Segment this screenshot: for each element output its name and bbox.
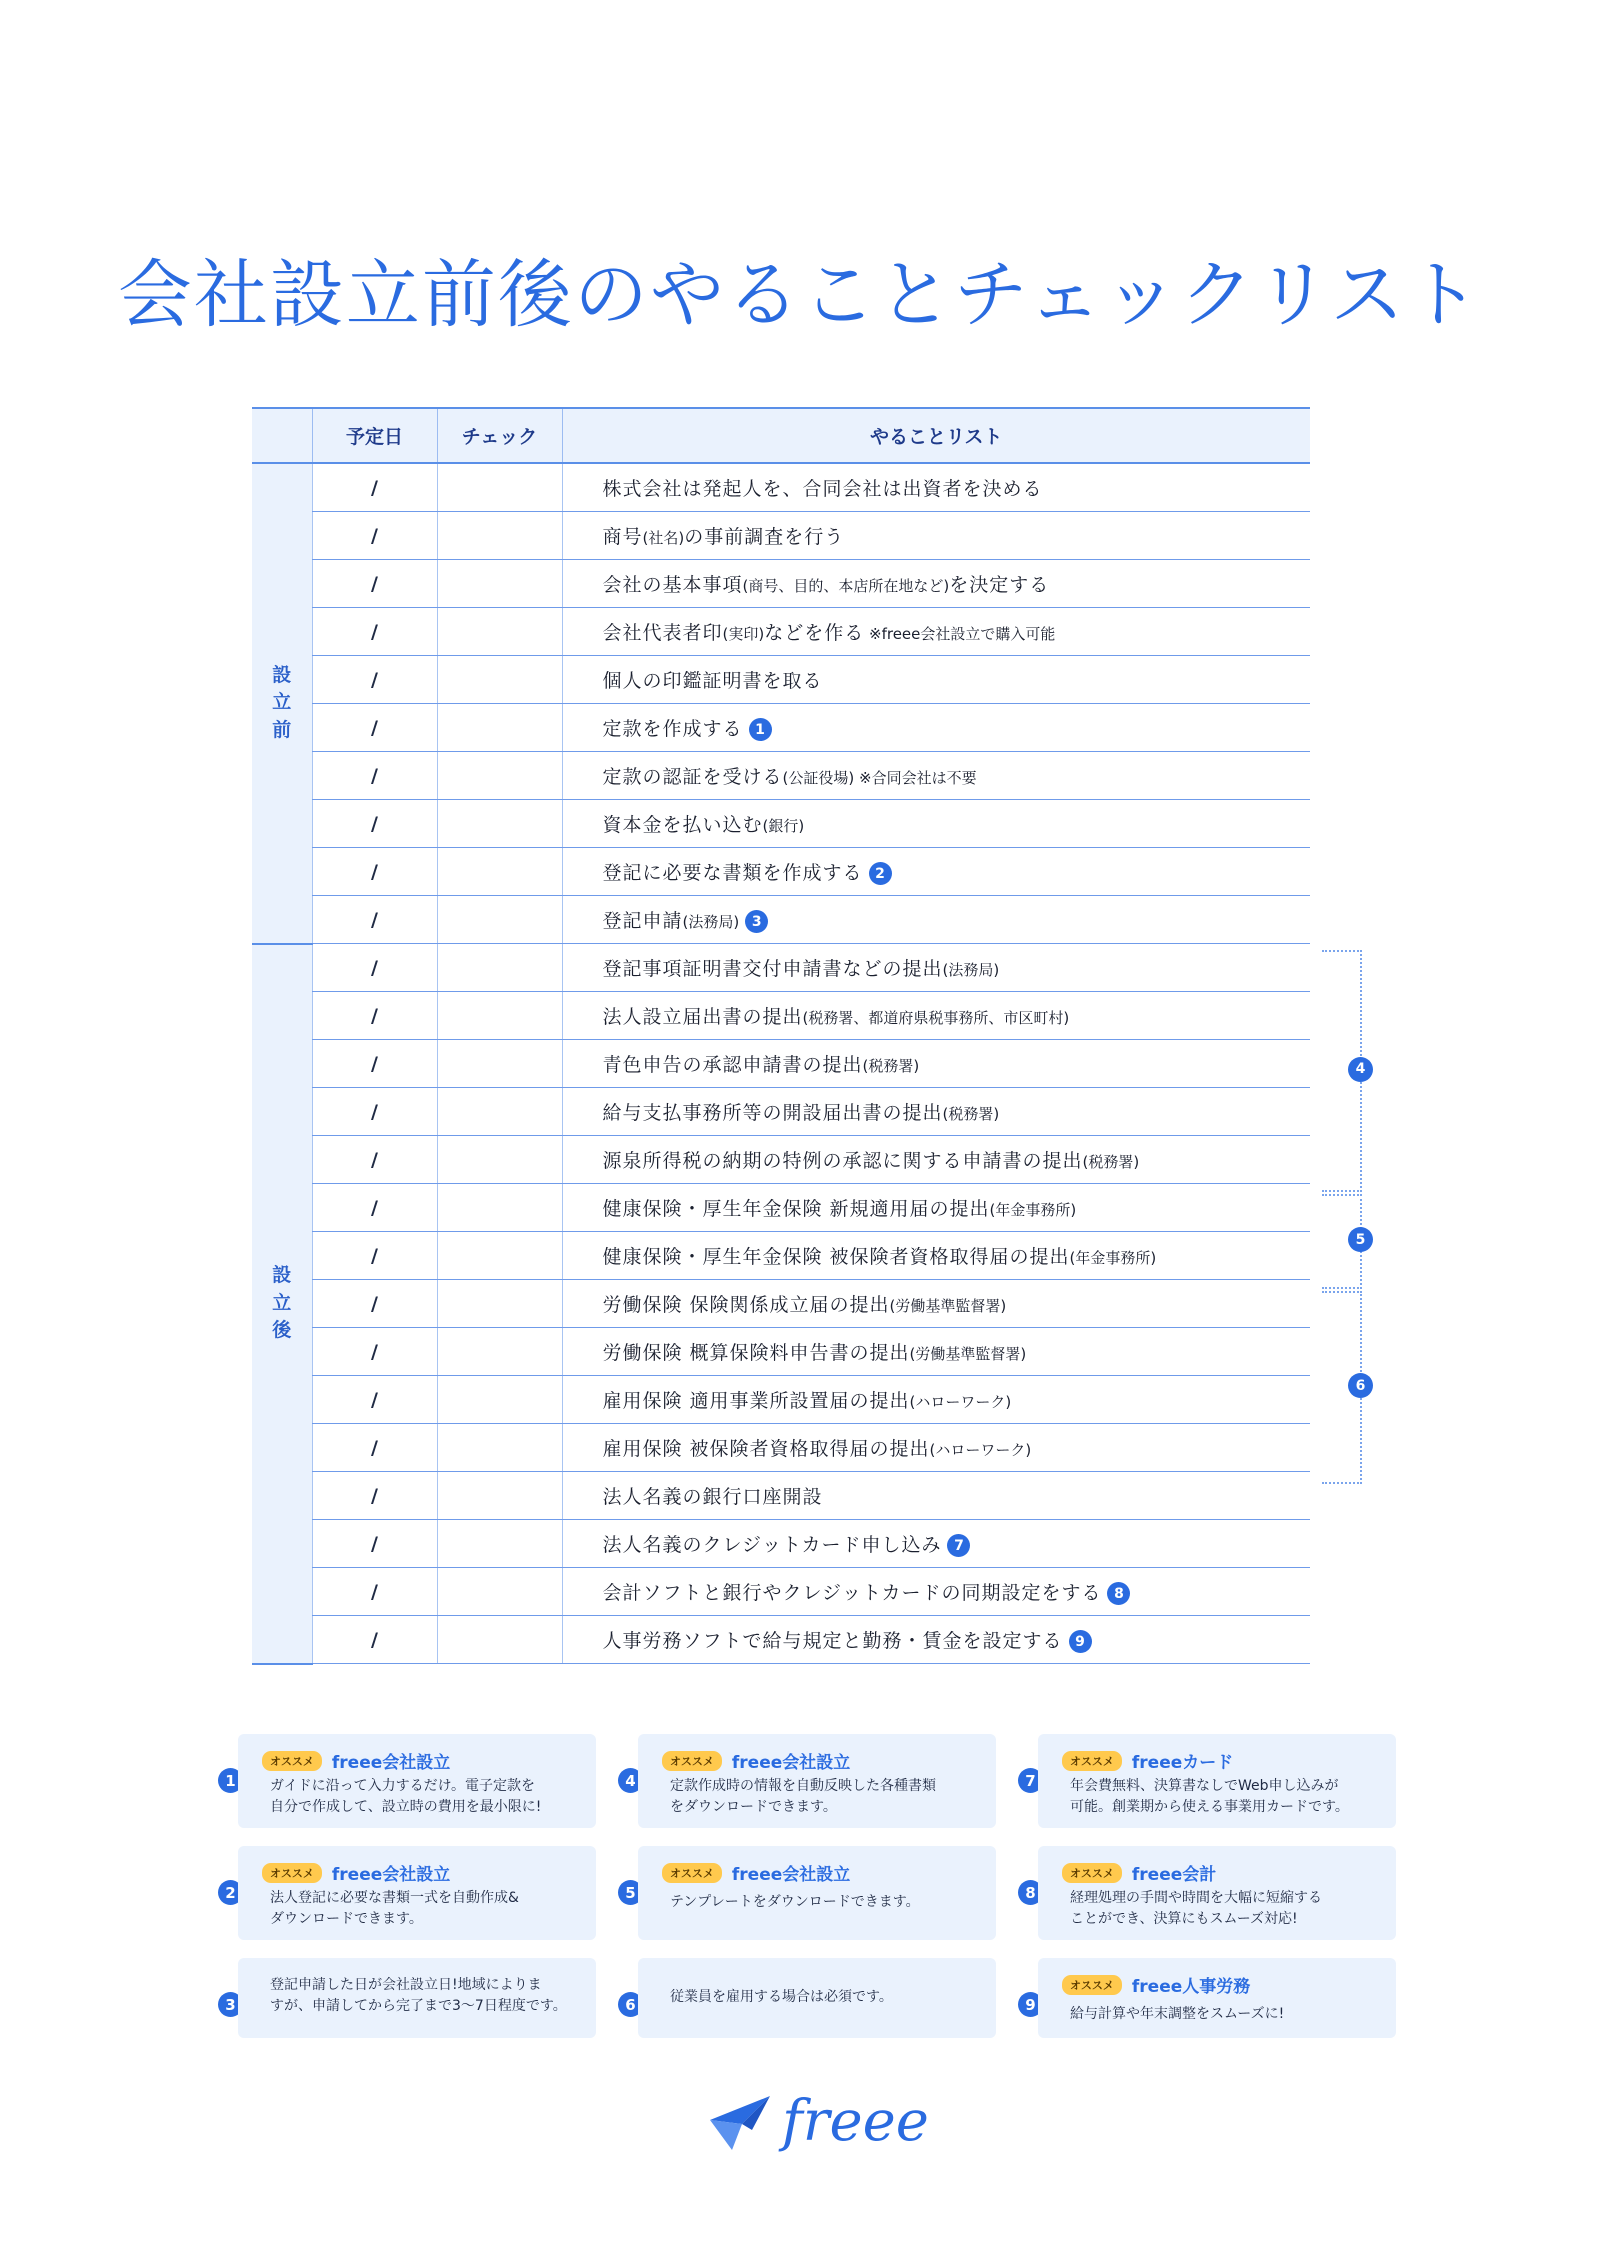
step-number-badge: 9 — [1069, 1630, 1092, 1653]
card-header — [1062, 1860, 1216, 1885]
task-location: (ハローワーク) — [909, 1393, 1012, 1411]
task-cell — [562, 463, 1310, 512]
card-description-line: 登記申請した日が会社設立日!地域によりま — [270, 1977, 542, 1993]
task-text: 雇用保険 適用事業所設置届の提出 — [602, 1390, 910, 1412]
section-label-text: 設立前 — [272, 663, 292, 742]
task-cell — [562, 560, 1310, 608]
recommend-badge: オススメ — [1062, 1863, 1122, 1883]
task-location: (商号、目的、本店所在地など) — [742, 577, 950, 595]
task-location: (実印) — [722, 625, 765, 643]
task-cell — [562, 1328, 1310, 1376]
recommendation-card — [1038, 1846, 1396, 1940]
group-number-badge: 5 — [1348, 1227, 1373, 1252]
task-location: (法務局) — [682, 913, 740, 931]
task-text: 会社の基本事項 — [602, 574, 743, 596]
table-row — [252, 752, 1310, 800]
task-text: 労働保険 概算保険料申告書の提出 — [602, 1342, 910, 1364]
check-cell[interactable] — [437, 704, 562, 752]
recommendation-card — [238, 1958, 596, 2038]
task-text: 法人名義のクレジットカード申し込み — [602, 1534, 942, 1556]
task-text-rest: の事前調査を行う — [684, 526, 845, 548]
card-description-line: 可能。創業期から使える事業用カードです。 — [1070, 1799, 1349, 1815]
check-cell[interactable] — [437, 1088, 562, 1136]
check-cell[interactable] — [437, 1376, 562, 1424]
task-text: 法人名義の銀行口座開設 — [602, 1486, 823, 1508]
check-cell[interactable] — [437, 1424, 562, 1472]
product-link[interactable]: freee会社設立 — [731, 1753, 851, 1773]
task-text: 労働保険 保険関係成立届の提出 — [602, 1294, 890, 1316]
step-number-badge: 1 — [749, 718, 772, 741]
task-location: (法務局) — [942, 961, 1000, 979]
table-row — [252, 1616, 1310, 1664]
card-description — [1070, 1776, 1388, 1818]
task-text: 給与支払事務所等の開設届出書の提出 — [602, 1102, 943, 1124]
date-cell[interactable]: / — [312, 463, 437, 512]
task-location: (税務署) — [942, 1105, 1000, 1123]
task-text: 雇用保険 被保険者資格取得届の提出 — [602, 1438, 930, 1460]
card-description-line: 従業員を雇用する場合は必須です。 — [670, 1989, 893, 2005]
date-cell[interactable]: / — [312, 944, 437, 992]
task-cell — [562, 1280, 1310, 1328]
task-text-rest: などを作る — [764, 622, 865, 644]
task-text-rest: を決定する — [949, 574, 1050, 596]
product-link[interactable]: freee会社設立 — [331, 1865, 451, 1885]
table-row — [252, 992, 1310, 1040]
task-cell — [562, 1040, 1310, 1088]
logo-text: freee — [782, 2089, 929, 2154]
table-row — [252, 896, 1310, 944]
card-description — [670, 1892, 988, 1913]
task-cell — [562, 944, 1310, 992]
card-number-badge: 9 — [1018, 1992, 1043, 2017]
card-description-line: ガイドに沿って入力するだけ。電子定款を — [270, 1778, 536, 1794]
table-row — [252, 1280, 1310, 1328]
date-cell[interactable]: / — [312, 1280, 437, 1328]
card-description — [270, 1975, 588, 2017]
task-text: 資本金を払い込む — [602, 814, 763, 836]
card-description — [1070, 1888, 1388, 1930]
recommendation-card — [1038, 1734, 1396, 1828]
check-cell[interactable] — [437, 512, 562, 560]
task-location: (労働基準監督署) — [889, 1297, 1007, 1315]
check-cell[interactable] — [437, 896, 562, 944]
table-row — [252, 512, 1310, 560]
task-location: (税務署) — [862, 1057, 920, 1075]
task-location: (ハローワーク) — [929, 1441, 1032, 1459]
recommendation-card — [238, 1846, 596, 1940]
task-text: 青色申告の承認申請書の提出 — [602, 1054, 863, 1076]
task-text: 登記に必要な書類を作成する — [602, 862, 863, 884]
task-text: 定款を作成する — [602, 718, 743, 740]
card-header — [662, 1748, 850, 1773]
card-number-badge: 6 — [618, 1992, 643, 2017]
card-description-line: 法人登記に必要な書類一式を自動作成& — [270, 1890, 519, 1906]
recommend-badge: オススメ — [1062, 1751, 1122, 1771]
table-row — [252, 1040, 1310, 1088]
check-cell[interactable] — [437, 1184, 562, 1232]
card-description — [670, 1987, 988, 2008]
task-cell — [562, 1232, 1310, 1280]
task-text: 個人の印鑑証明書を取る — [602, 670, 823, 692]
table-row — [252, 1184, 1310, 1232]
step-number-badge: 8 — [1107, 1582, 1130, 1605]
task-cell — [562, 1376, 1310, 1424]
card-description — [670, 1776, 988, 1818]
task-cell — [562, 992, 1310, 1040]
date-cell[interactable]: / — [312, 1472, 437, 1520]
date-cell[interactable]: / — [312, 704, 437, 752]
task-text: 定款の認証を受ける — [602, 766, 783, 788]
section-label-after — [252, 944, 312, 1664]
card-number-badge: 2 — [218, 1880, 243, 1905]
product-link[interactable]: freee会計 — [1131, 1865, 1217, 1885]
check-cell[interactable] — [437, 1328, 562, 1376]
card-description-line: 年会費無料、決算書なしでWeb申し込みが — [1070, 1778, 1339, 1794]
card-header — [662, 1860, 850, 1885]
table-row — [252, 1088, 1310, 1136]
card-description — [270, 1888, 588, 1930]
date-cell[interactable]: / — [312, 752, 437, 800]
card-header — [1062, 1748, 1233, 1773]
check-cell[interactable] — [437, 800, 562, 848]
table-header-row — [252, 408, 1310, 463]
card-number-badge: 5 — [618, 1880, 643, 1905]
table-row — [252, 560, 1310, 608]
task-location: (税務署、都道府県税事務所、市区町村) — [802, 1009, 1070, 1027]
table-row — [252, 1472, 1310, 1520]
date-cell[interactable]: / — [312, 992, 437, 1040]
task-cell — [562, 1568, 1310, 1616]
card-number-badge: 8 — [1018, 1880, 1043, 1905]
task-text: 人事労務ソフトで給与規定と勤務・賃金を設定する — [602, 1630, 1063, 1652]
table-row — [252, 1520, 1310, 1568]
check-cell[interactable] — [437, 1520, 562, 1568]
table-row — [252, 608, 1310, 656]
table-row — [252, 1232, 1310, 1280]
task-note: ※freee会社設立で購入可能 — [864, 625, 1056, 643]
card-header — [262, 1860, 450, 1885]
date-cell[interactable]: / — [312, 1376, 437, 1424]
task-cell — [562, 1136, 1310, 1184]
recommendation-card — [638, 1734, 996, 1828]
recommend-badge: オススメ — [1062, 1975, 1122, 1995]
task-text: 登記申請 — [602, 910, 683, 932]
task-cell — [562, 1184, 1310, 1232]
card-header — [1062, 1972, 1250, 1997]
check-cell[interactable] — [437, 752, 562, 800]
task-location: (銀行) — [762, 817, 805, 835]
product-link[interactable]: freee会社設立 — [731, 1865, 851, 1885]
section-label-before — [252, 463, 312, 944]
task-cell — [562, 1616, 1310, 1664]
task-text: 株式会社は発起人を、合同会社は出資者を決める — [602, 478, 1043, 500]
header-check: チェック — [437, 408, 562, 463]
header-date: 予定日 — [312, 408, 437, 463]
recommendation-card — [1038, 1958, 1396, 2038]
task-cell — [562, 896, 1310, 944]
check-cell[interactable] — [437, 944, 562, 992]
date-cell[interactable]: / — [312, 1520, 437, 1568]
card-description-line: すが、申請してから完了まで3〜7日程度です。 — [270, 1998, 567, 2014]
table-row — [252, 1568, 1310, 1616]
task-note: ※合同会社は不要 — [854, 769, 977, 787]
task-cell — [562, 1424, 1310, 1472]
check-cell[interactable] — [437, 1040, 562, 1088]
check-cell[interactable] — [437, 463, 562, 512]
task-cell — [562, 848, 1310, 896]
recommendation-card — [238, 1734, 596, 1828]
card-number-badge: 1 — [218, 1768, 243, 1793]
task-location: (年金事務所) — [989, 1201, 1077, 1219]
task-cell — [562, 1520, 1310, 1568]
check-cell[interactable] — [437, 848, 562, 896]
task-cell — [562, 608, 1310, 656]
task-location: (公証役場) — [782, 769, 855, 787]
header-tasks: やることリスト — [562, 408, 1310, 463]
card-description — [270, 1776, 588, 1818]
card-number-badge: 3 — [218, 1992, 243, 2017]
task-cell — [562, 1472, 1310, 1520]
task-cell — [562, 704, 1310, 752]
check-cell[interactable] — [437, 1136, 562, 1184]
step-number-badge: 7 — [947, 1534, 970, 1557]
card-description-line: ダウンロードできます。 — [270, 1911, 423, 1927]
product-link[interactable]: freeeカード — [1131, 1753, 1234, 1773]
table-row — [252, 1136, 1310, 1184]
check-cell[interactable] — [437, 1280, 562, 1328]
table-row — [252, 1328, 1310, 1376]
check-cell[interactable] — [437, 992, 562, 1040]
date-cell[interactable]: / — [312, 848, 437, 896]
card-description-line: テンプレートをダウンロードできます。 — [670, 1894, 920, 1910]
date-cell[interactable]: / — [312, 1232, 437, 1280]
task-location: (年金事務所) — [1069, 1249, 1157, 1267]
product-link[interactable]: freee会社設立 — [331, 1753, 451, 1773]
date-cell[interactable]: / — [312, 1424, 437, 1472]
date-cell[interactable]: / — [312, 800, 437, 848]
card-number-badge: 4 — [618, 1768, 643, 1793]
card-description-line: をダウンロードできます。 — [670, 1799, 837, 1815]
task-text: 会計ソフトと銀行やクレジットカードの同期設定をする — [602, 1582, 1102, 1604]
task-cell — [562, 1088, 1310, 1136]
recommendation-card — [638, 1958, 996, 2038]
bird-logo-icon — [708, 2090, 778, 2154]
card-description-line: 自分で作成して、設立時の費用を最小限に! — [270, 1799, 542, 1815]
check-cell[interactable] — [437, 1568, 562, 1616]
check-cell[interactable] — [437, 656, 562, 704]
page-title: 会社設立前後のやることチェックリスト — [117, 252, 1483, 338]
product-link[interactable]: freee人事労務 — [1131, 1977, 1251, 1997]
task-text: 商号 — [602, 526, 643, 548]
task-text: 源泉所得税の納期の特例の承認に関する申請書の提出 — [602, 1150, 1083, 1172]
task-text: 健康保険・厚生年金保険 新規適用届の提出 — [602, 1198, 990, 1220]
card-description-line: 定款作成時の情報を自動反映した各種書類 — [670, 1778, 936, 1794]
table-row — [252, 800, 1310, 848]
recommend-badge: オススメ — [662, 1863, 722, 1883]
task-cell — [562, 800, 1310, 848]
table-row — [252, 704, 1310, 752]
date-cell[interactable]: / — [312, 896, 437, 944]
check-cell[interactable] — [437, 608, 562, 656]
card-description-line: 経理処理の手間や時間を大幅に短縮する — [1070, 1890, 1322, 1906]
card-description — [1070, 2004, 1388, 2025]
task-cell — [562, 656, 1310, 704]
recommendation-card — [638, 1846, 996, 1940]
freee-logo — [708, 2090, 929, 2154]
header-blank — [252, 408, 312, 463]
date-cell[interactable]: / — [312, 1136, 437, 1184]
task-text: 会社代表者印 — [602, 622, 723, 644]
card-description-line: 給与計算や年末調整をスムーズに! — [1070, 2006, 1285, 2022]
task-text: 法人設立届出書の提出 — [602, 1006, 803, 1028]
date-cell[interactable]: / — [312, 1040, 437, 1088]
date-cell[interactable]: / — [312, 1184, 437, 1232]
table-row — [252, 944, 1310, 992]
date-cell[interactable]: / — [312, 1088, 437, 1136]
card-header — [262, 1748, 450, 1773]
card-number-badge: 7 — [1018, 1768, 1043, 1793]
check-cell[interactable] — [437, 560, 562, 608]
table-row — [252, 656, 1310, 704]
date-cell[interactable]: / — [312, 608, 437, 656]
table-row — [252, 848, 1310, 896]
task-location: (社名) — [642, 529, 685, 547]
task-text: 健康保険・厚生年金保険 被保険者資格取得届の提出 — [602, 1246, 1070, 1268]
recommend-badge: オススメ — [262, 1863, 322, 1883]
checklist-table — [252, 407, 1310, 1665]
date-cell[interactable]: / — [312, 1616, 437, 1664]
recommend-badge: オススメ — [262, 1751, 322, 1771]
task-text: 登記事項証明書交付申請書などの提出 — [602, 958, 943, 980]
date-cell[interactable]: / — [312, 512, 437, 560]
step-number-badge: 3 — [745, 910, 768, 933]
task-cell — [562, 512, 1310, 560]
table-row — [252, 463, 1310, 512]
card-description-line: ことができ、決算にもスムーズ対応! — [1070, 1911, 1298, 1927]
task-cell — [562, 752, 1310, 800]
task-location: (労働基準監督署) — [909, 1345, 1027, 1363]
check-cell[interactable] — [437, 1472, 562, 1520]
check-cell[interactable] — [437, 1232, 562, 1280]
date-cell[interactable]: / — [312, 560, 437, 608]
check-cell[interactable] — [437, 1616, 562, 1664]
date-cell[interactable]: / — [312, 1568, 437, 1616]
group-number-badge: 4 — [1348, 1057, 1373, 1082]
table-row — [252, 1376, 1310, 1424]
table-row — [252, 1424, 1310, 1472]
date-cell[interactable]: / — [312, 1328, 437, 1376]
step-number-badge: 2 — [869, 862, 892, 885]
recommend-badge: オススメ — [662, 1751, 722, 1771]
group-number-badge: 6 — [1348, 1373, 1373, 1398]
section-label-text: 設立後 — [272, 1264, 292, 1342]
task-location: (税務署) — [1082, 1153, 1140, 1171]
date-cell[interactable]: / — [312, 656, 437, 704]
